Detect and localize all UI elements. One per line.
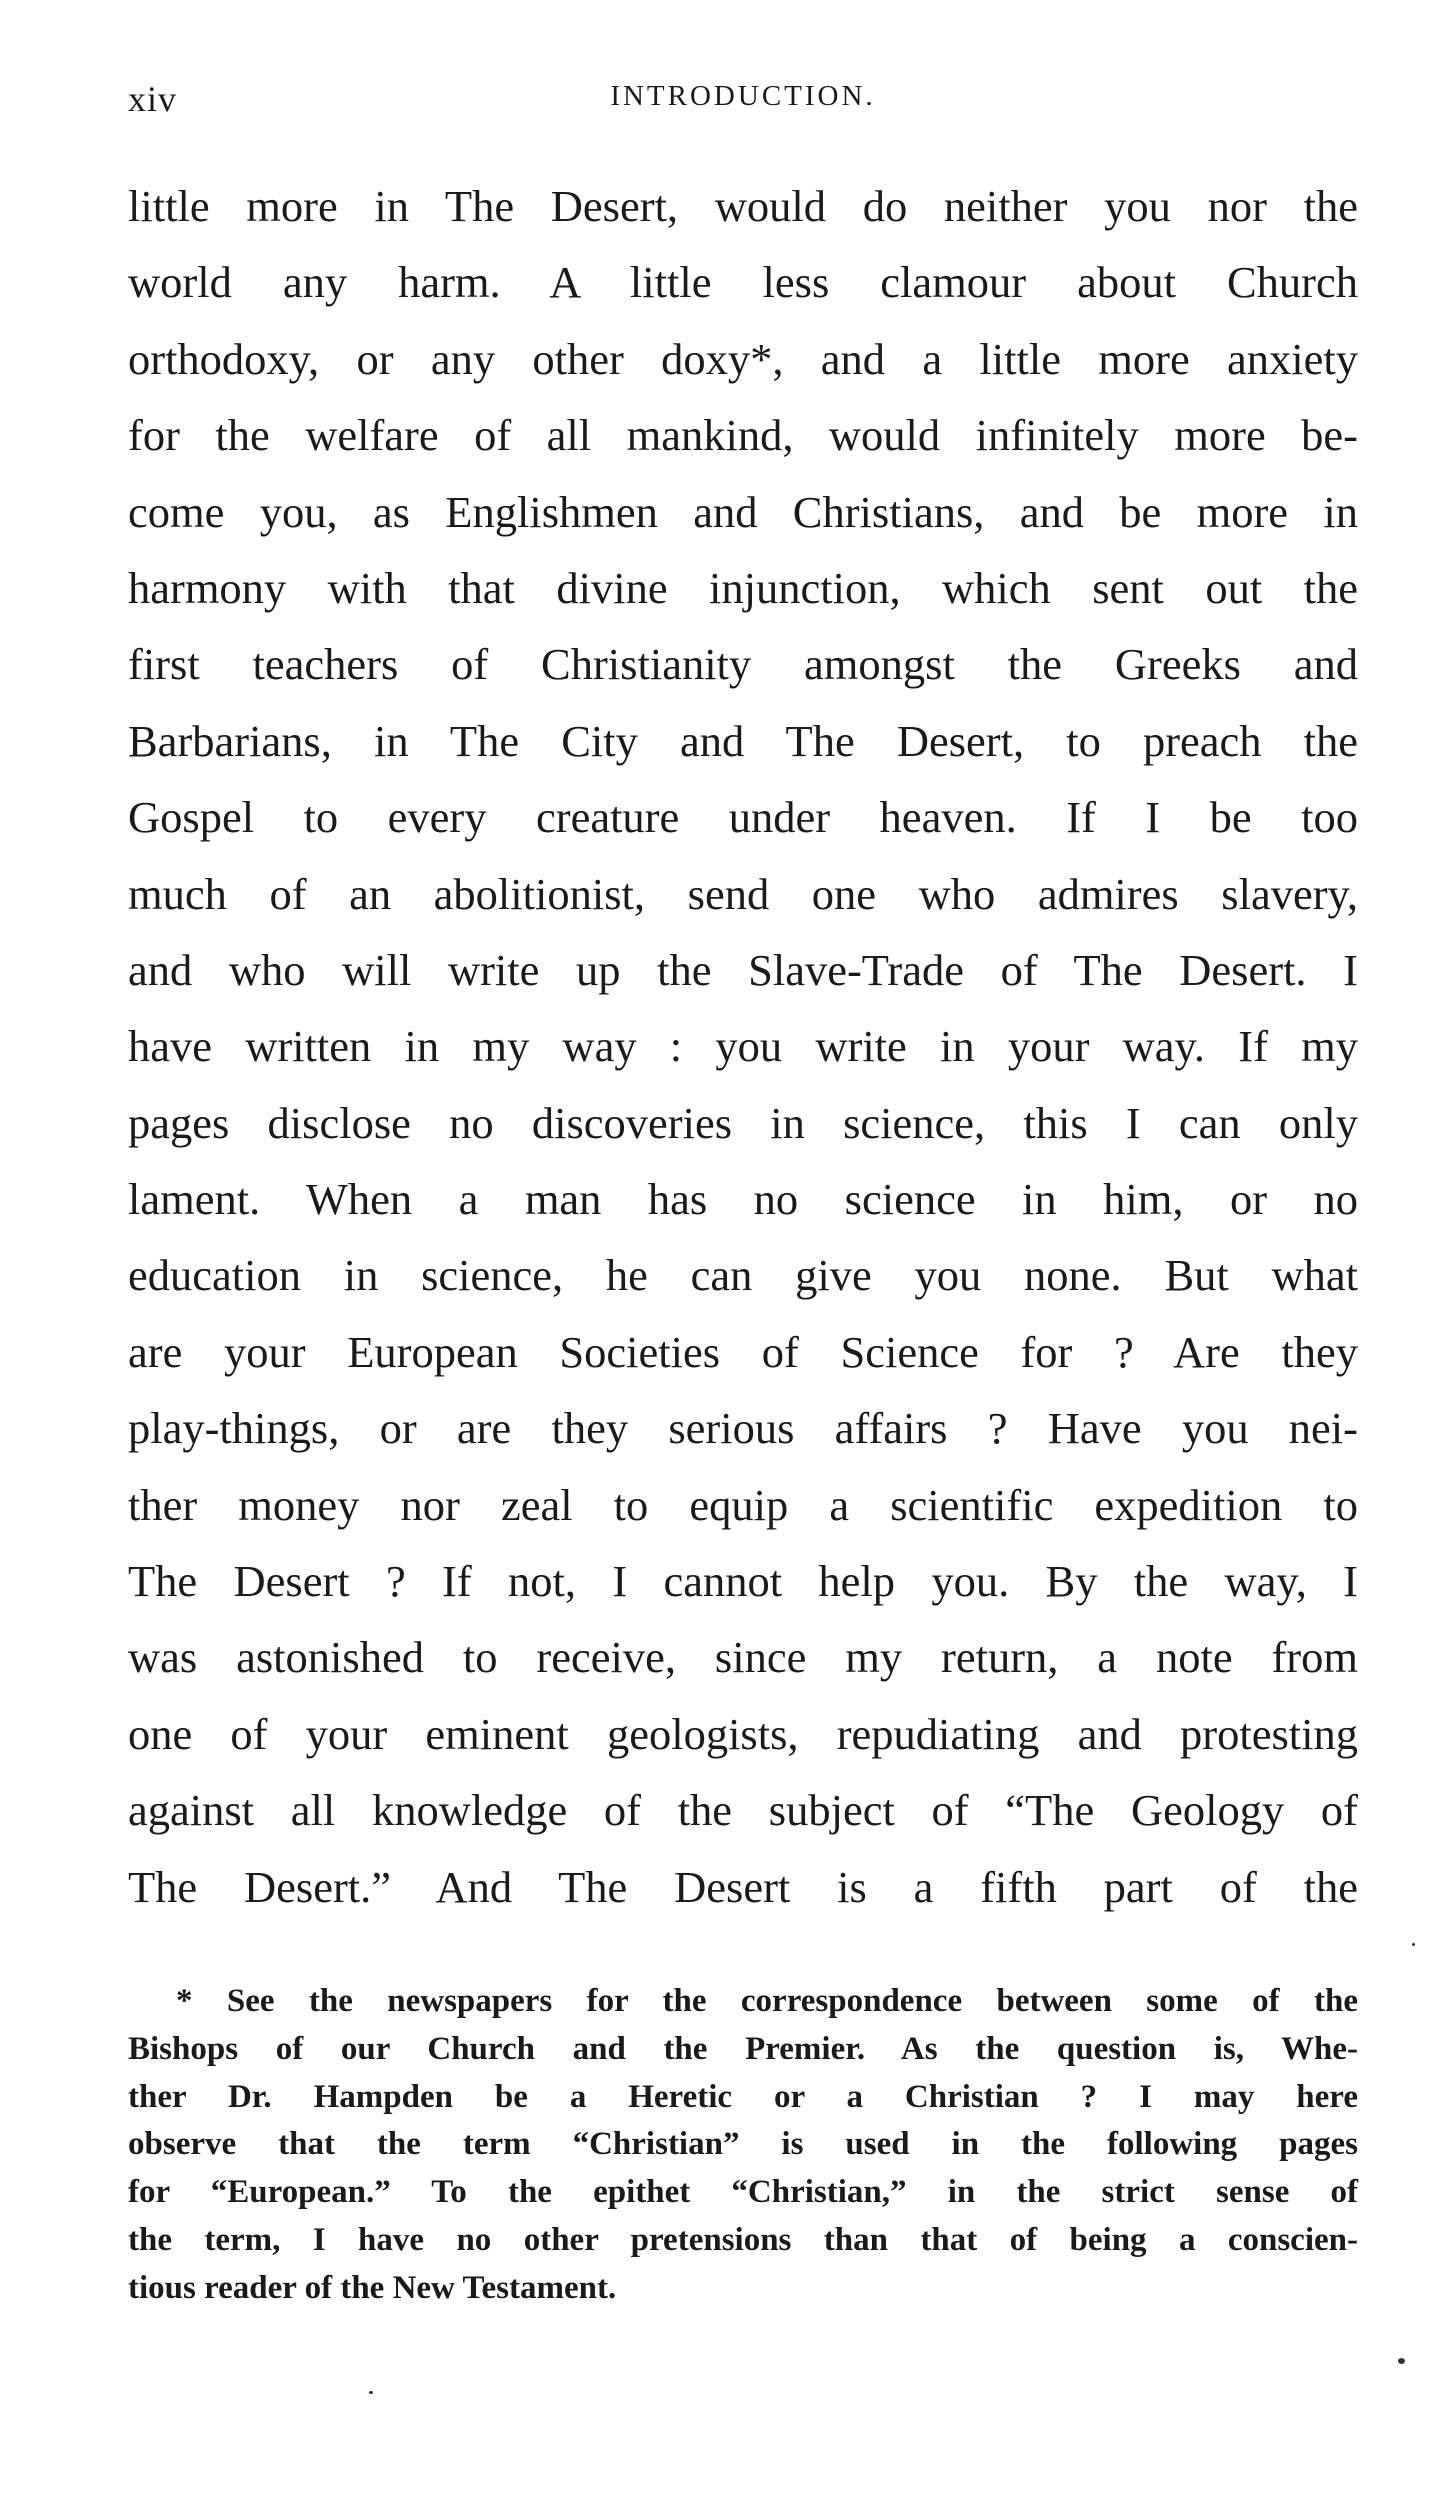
print-speck: [1398, 2358, 1405, 2364]
text-line: are your European Societies of Science for ? Are they: [128, 1326, 1358, 1377]
running-title: INTRODUCTION.: [610, 80, 876, 112]
text-line: world any harm. A little less clamour about Church: [128, 257, 1358, 308]
text-line: pages disclose no discoveries in science, this I can only: [128, 1097, 1358, 1148]
text-line: play-things, or are they serious affairs ? Have you nei-: [128, 1403, 1358, 1454]
footnote: [128, 1978, 1358, 2313]
print-speck: [1412, 1943, 1415, 1946]
footnote-line: observe that the term “Christian” is used in the following pages: [128, 2126, 1358, 2163]
text-line: against all knowledge of the subject of “The Geology of: [128, 1785, 1358, 1836]
page-number: xiv: [128, 79, 178, 119]
text-line: little more in The Desert, would do neither you nor the: [128, 181, 1358, 231]
running-head: [128, 78, 1358, 128]
text-line: education in science, he can give you none. But what: [128, 1250, 1358, 1301]
text-line: Barbarians, in The City and The Desert, to preach the: [128, 715, 1358, 766]
text-line: have written in my way : you write in your way. If my: [128, 1021, 1358, 1072]
text-line: and who will write up the Slave-Trade of The Desert. I: [128, 944, 1358, 995]
footnote-line: * See the newspapers for the correspondence between some of the: [176, 1983, 1358, 2019]
text-line: lament. When a man has no science in him, or no: [128, 1174, 1358, 1225]
text-line: first teachers of Christianity amongst the Greeks and: [128, 639, 1358, 690]
footnote-line: Bishops of our Church and the Premier. As the question is, Whe-: [128, 2030, 1358, 2067]
text-line: The Desert ? If not, I cannot help you. By the way, I: [128, 1556, 1358, 1607]
text-line: harmony with that divine injunction, which sent out the: [128, 562, 1358, 613]
text-line: Gospel to every creature under heaven. If I be too: [128, 792, 1358, 843]
footnote-line: for “European.” To the epithet “Christian,” in the strict sense of: [128, 2174, 1358, 2211]
footnote-line: the term, I have no other pretensions than that of being a conscien-: [128, 2221, 1358, 2258]
text-line: was astonished to receive, since my return, a note from: [128, 1632, 1358, 1683]
footnote-line: tious reader of the New Testament.: [128, 2269, 617, 2306]
text-line: for the welfare of all mankind, would infinitely more be-: [128, 410, 1358, 461]
body-text: [128, 168, 1358, 1925]
text-line: one of your eminent geologists, repudiating and protesting: [128, 1708, 1358, 1759]
text-line: much of an abolitionist, send one who admires slavery,: [128, 868, 1358, 919]
print-speck: [369, 2391, 373, 2394]
text-line: The Desert.” And The Desert is a fifth part of the: [128, 1861, 1358, 1912]
footnote-line: ther Dr. Hampden be a Heretic or a Christian ? I may here: [128, 2078, 1358, 2115]
text-line: ther money nor zeal to equip a scientific expedition to: [128, 1479, 1358, 1530]
text-line: orthodoxy, or any other doxy*, and a little more anxiety: [128, 333, 1358, 384]
text-line: come you, as Englishmen and Christians, and be more in: [128, 486, 1358, 537]
